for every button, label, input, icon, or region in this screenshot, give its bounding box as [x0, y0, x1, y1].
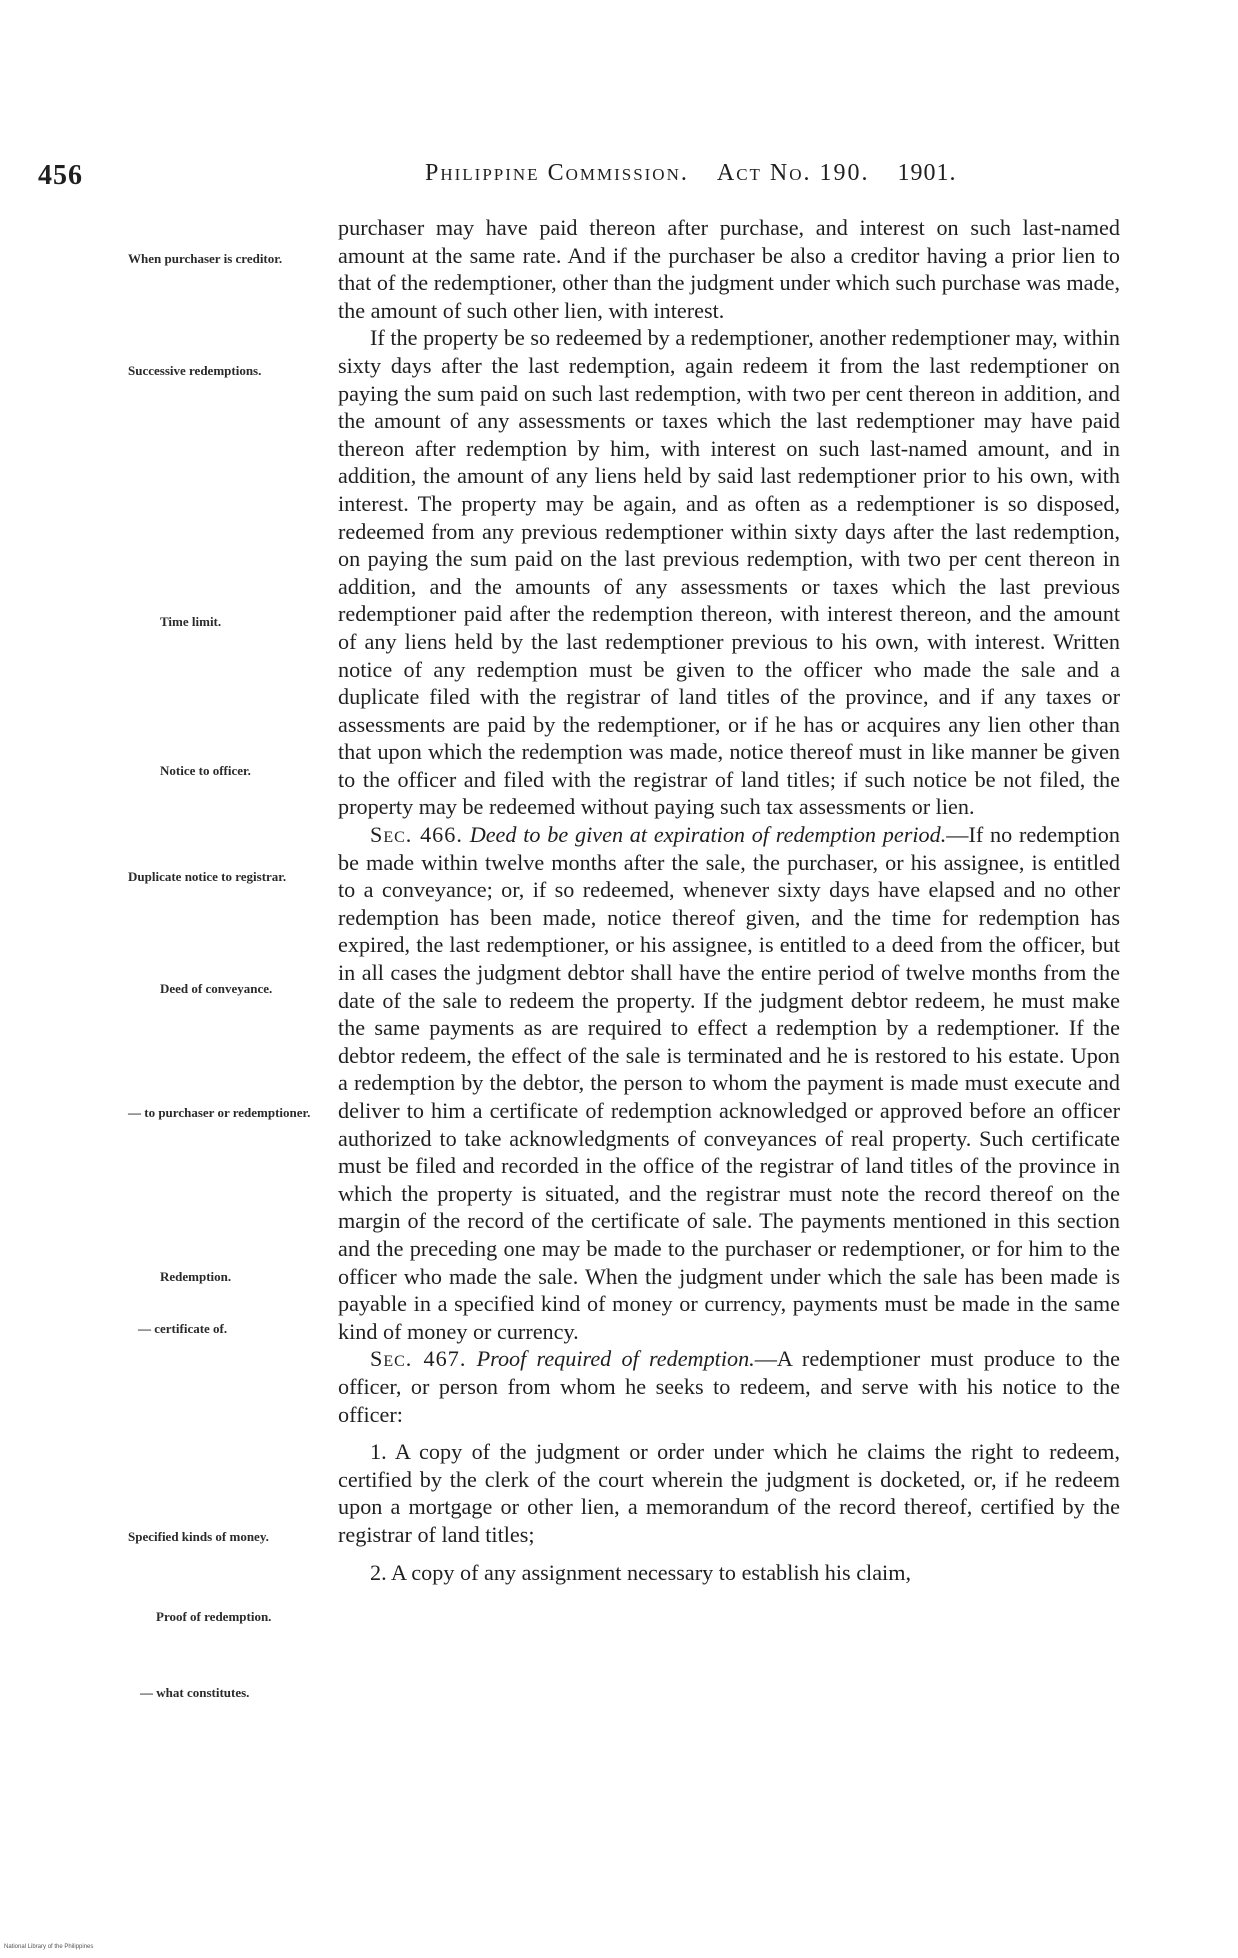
running-head-year: 1901.: [897, 160, 957, 186]
running-head: [425, 160, 1025, 187]
margin-note-what-constitutes: — what constitutes.: [140, 1685, 250, 1700]
section-467-text: —A redemptioner must produce to the officer, or person from whom he seeks to redeem, and serve with his notice to the officer:: [338, 1346, 1121, 1427]
section-467: [338, 1345, 1120, 1428]
running-head-act: Act No. 190.: [716, 160, 870, 186]
section-466: [338, 821, 1120, 1345]
section-467-title: Proof required of redemption.: [476, 1346, 755, 1372]
margin-note-successive-redemptions: Successive redemptions.: [128, 363, 262, 378]
running-head-commission: Philippine Commission.: [425, 160, 689, 186]
body-text: [338, 214, 1120, 1586]
list-item-1: 1. A copy of the judgment or order under which he claims the right to redeem, certified by the clerk of the court wherein the judgment is docketed, or, if he redeem upon a mortgage or other lien, a memorandum of the record thereof, certified by the registrar of land titles;: [338, 1439, 1120, 1547]
margin-note-purchaser-creditor: When purchaser is creditor.: [128, 251, 283, 266]
list-item-2: 2. A copy of any assignment necessary to establish his claim,: [370, 1559, 912, 1585]
section-467-number: Sec. 467.: [370, 1346, 467, 1372]
paragraph-continuation: purchaser may have paid thereon after purchase, and interest on such last-named amount at the same rate. And if the purchaser be also a creditor having a prior lien to that of the redemptioner, other than the judgment under which such purchase was made, the amount of such other lien, with interest.: [338, 215, 1120, 323]
paragraph-successive-redemptions: If the property be so redeemed by a redemptioner, another redemptioner may, within sixty days after the last redemption, again redeem it from the last redemptioner on paying the sum paid on such last redemption, with two per cent thereon in addition, and the amount of any assessments or taxes which the last redemptioner may have paid thereon after redemption by him, with interest on such last-named amount, and in addition, the amount of any liens held by said last redemptioner prior to his own, with interest. The property may be again, and as often as a redemptioner is so disposed, redeemed from any previous redemptioner within sixty days after the last redemption, on paying the sum paid on the last previous redemption, with two per cent thereon in addition, and the amounts of any assessments or taxes which the last previous redemptioner paid after the redemption thereon, with interest thereon, and the amount of any liens held by the last redemptioner previous to his own, with interest. Written notice of any redemption must be given to the officer who made the sale and a duplicate filed with the registrar of land titles of the province, and if any taxes or assessments are paid by the redemptioner, or if he has or acquires any lien other than that upon which the redemption was made, notice thereof must in like manner be given to the officer and filed with the registrar of land titles; if such notice be not filed, the property may be redeemed without paying such tax assessments or lien.: [338, 325, 1120, 820]
footer-credit: National Library of the Philippines: [4, 1944, 94, 1950]
page-number: 456: [38, 160, 83, 191]
margin-note-time-limit: Time limit.: [160, 614, 222, 629]
margin-note-to-purchaser: — to purchaser or redemptioner.: [128, 1105, 311, 1120]
section-466-number: Sec. 466.: [370, 822, 463, 848]
margin-note-deed-of-conveyance: Deed of conveyance.: [160, 981, 273, 996]
margin-note-redemption: Redemption.: [160, 1269, 232, 1284]
margin-note-certificate: — certificate of.: [138, 1321, 228, 1336]
margin-note-notice-to-officer: Notice to officer.: [160, 763, 251, 778]
margin-note-proof-of-redemption: Proof of redemption.: [156, 1609, 272, 1624]
margin-note-specified-kinds: Specified kinds of money.: [128, 1529, 269, 1544]
margin-note-duplicate-notice: Duplicate notice to registrar.: [128, 869, 287, 884]
section-466-title: Deed to be given at expiration of redemption period.: [469, 822, 947, 848]
section-466-text: —If no redemption be made within twelve months after the sale, the purchaser, or his assignee, is entitled to a conveyance; or, if so redeemed, whenever sixty days have elapsed and no other redemption has been made, notice thereof given, and the time for redemption has expired, the last redemptioner, or his assignee, is entitled to a deed from the officer, but in all cases the judgment debtor shall have the entire period of twelve months from the date of the sale to redeem the property. If the judgment debtor redeem, he must make the same payments as are required to effect a redemption by a redemptioner. If the debtor redeem, the effect of the sale is terminated and he is restored to his estate. Upon a redemption by the debtor, the person to whom the payment is made must execute and deliver to him a certificate of redemption acknowledged or approved before an officer authorized to take acknowledgments of conveyances of real property. Such certificate must be filed and recorded in the office of the registrar of land titles of the province in which the property is situated, and the registrar must note the record thereof on the margin of the record of the certificate of sale. The payments mentioned in this section and the preceding one may be made to the purchaser or redemptioner, or for him to the officer who made the sale. When the judgment under which the sale has been made is payable in a specified kind of money or currency, payments must be made in the same kind of money or currency.: [338, 822, 1120, 1344]
